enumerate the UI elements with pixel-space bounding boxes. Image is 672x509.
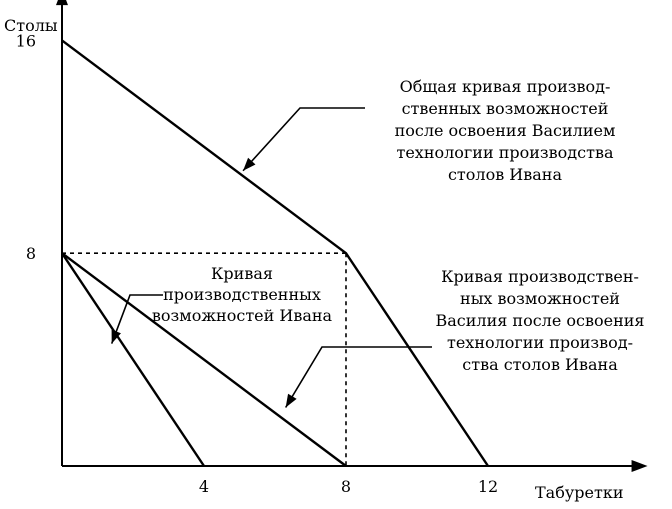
annotation-2-line-3: технологии производ- xyxy=(446,333,634,352)
annotation-2-line-1: ных возможностей xyxy=(460,289,620,308)
axes xyxy=(4,0,648,502)
annotation-1-line-0: Кривая xyxy=(211,264,273,283)
x-axis-arrowhead xyxy=(632,460,648,472)
annotation-2-arrowhead xyxy=(286,394,297,408)
annotation-2-line-2: Василия после освоения xyxy=(435,311,645,330)
x-tick-label-0: 4 xyxy=(198,477,210,496)
annotation-0-line-0: Общая кривая производ- xyxy=(399,77,611,96)
annotation-0-line-1: ственных возможностей xyxy=(401,99,609,118)
annotation-0-leader xyxy=(243,108,365,171)
y-tick-label-0: 8 xyxy=(25,244,36,264)
x-tick-label-1: 8 xyxy=(340,477,352,496)
annotation-2-line-4: ства столов Ивана xyxy=(462,355,618,374)
annotation-1-line-1: производственных xyxy=(163,285,321,304)
annotation-0-line-4: столов Ивана xyxy=(447,165,563,184)
annotation-0-line-2: после освоения Василием xyxy=(394,121,616,140)
x-axis-label: Табуретки xyxy=(535,483,624,502)
y-tick-label-1: 16 xyxy=(15,31,36,51)
y-axis-arrowhead xyxy=(56,0,68,5)
annotations xyxy=(112,77,645,407)
annotation-2-leader xyxy=(286,347,432,407)
annotation-2-line-0: Кривая производствен- xyxy=(441,267,639,286)
annotation-0-line-3: технологии производства xyxy=(396,143,614,162)
annotation-1-line-2: возможностей Ивана xyxy=(151,306,333,325)
x-tick-label-2: 12 xyxy=(477,477,499,496)
y-axis-label: Столы xyxy=(4,16,58,35)
